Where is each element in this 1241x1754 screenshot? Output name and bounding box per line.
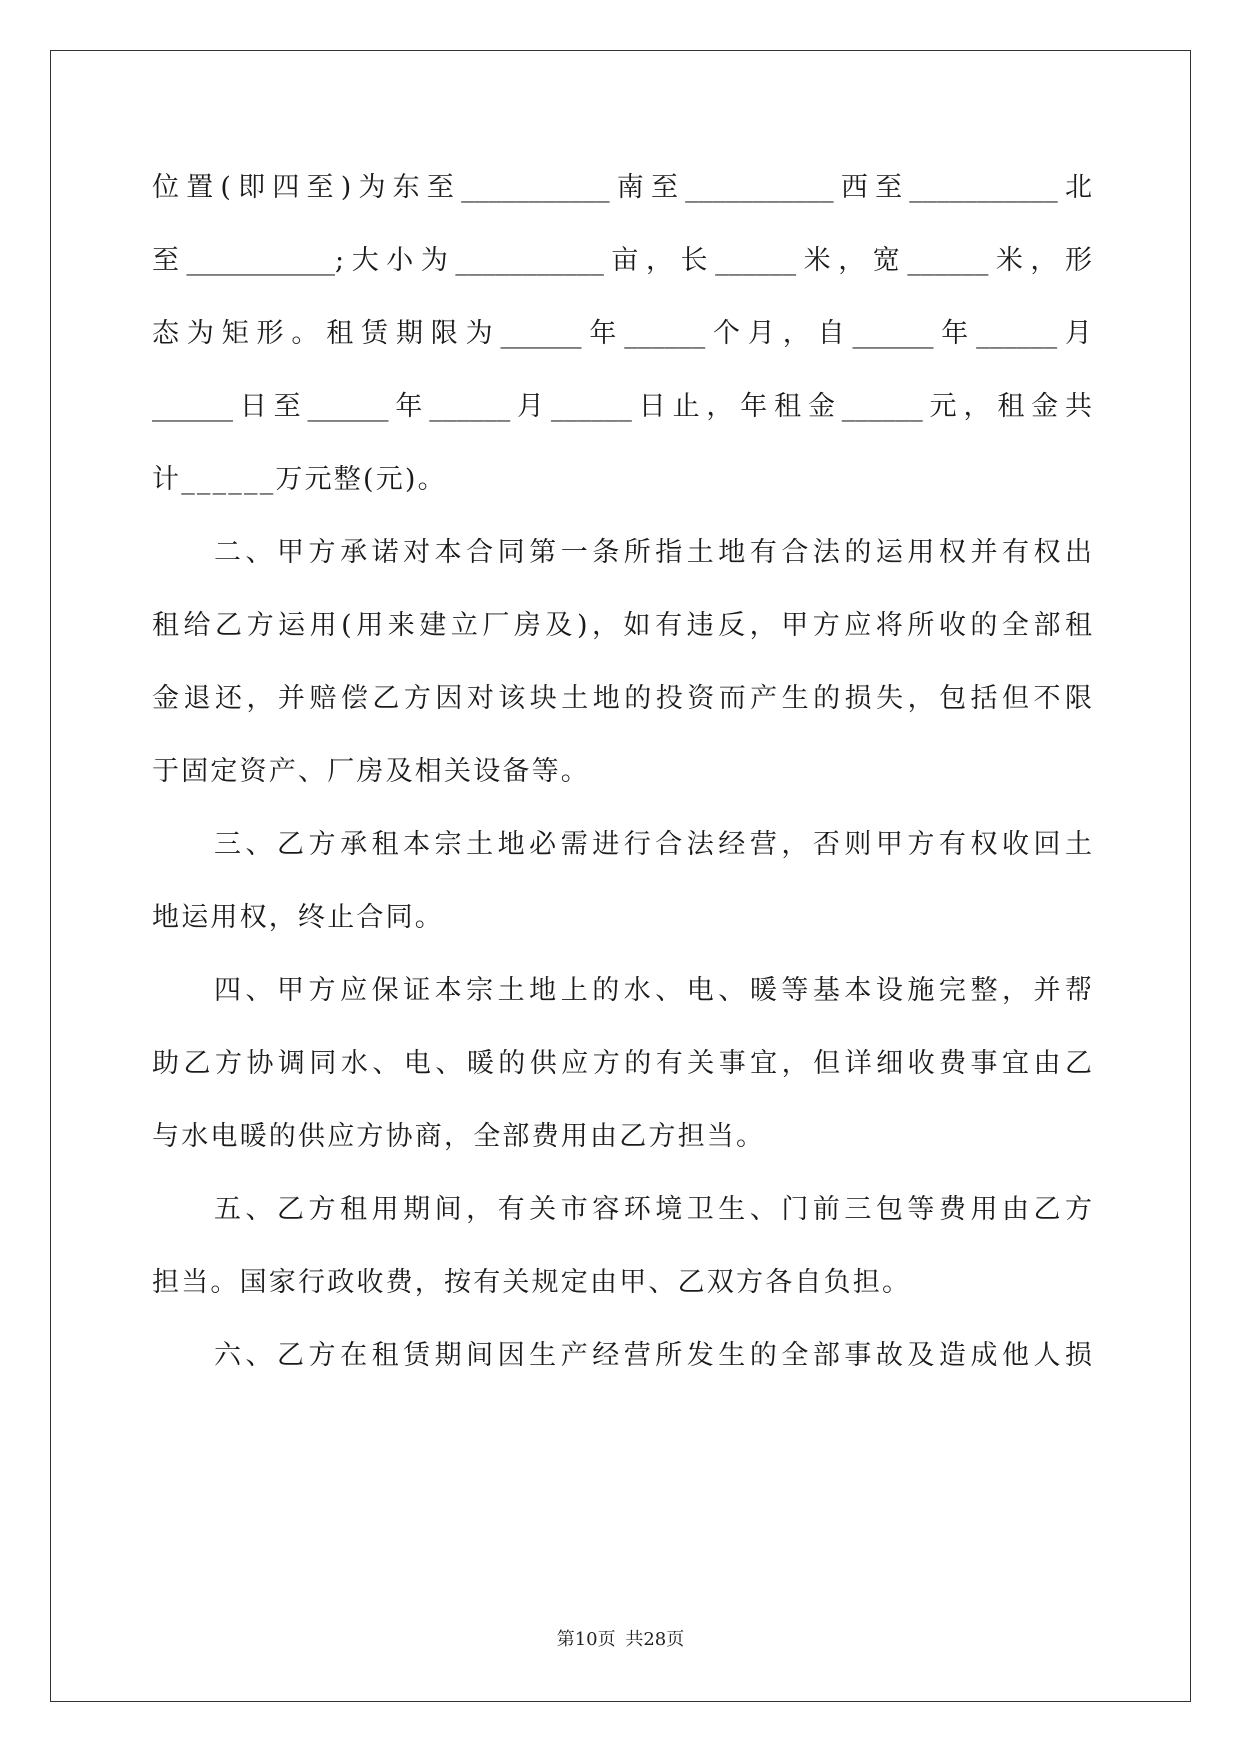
text-line: 计______万元整(元)。	[152, 464, 447, 495]
text-line: ______日至______年______月______日止，年租金______元，租金共	[152, 391, 1092, 422]
text-line: 租给乙方运用(用来建立厂房及)，如有违反，甲方应将所收的全部租	[152, 610, 1092, 641]
text-line: 态为矩形。租赁期限为______年______个月，自______年______月	[152, 318, 1092, 349]
paragraph-start-line: 四、甲方应保证本宗土地上的水、电、暖等基本设施完整，并帮	[214, 975, 1092, 1006]
paragraph-start-line: 六、乙方在租赁期间因生产经营所发生的全部事故及造成他人损	[214, 1340, 1092, 1371]
text-line: 至___________;大小为___________亩，长______米，宽______米，形	[152, 245, 1092, 276]
paragraph-start-line: 三、乙方承租本宗土地必需进行合法经营，否则甲方有权收回土	[214, 829, 1092, 860]
paragraph-start-line: 五、乙方租用期间，有关市容环境卫生、门前三包等费用由乙方	[214, 1194, 1092, 1225]
text-line: 于固定资产、厂房及相关设备等。	[152, 756, 590, 787]
page-number: 第10页 共28页	[556, 1629, 685, 1650]
text-line: 地运用权，终止合同。	[152, 902, 444, 933]
text-line: 金退还，并赔偿乙方因对该块土地的投资而产生的损失，包括但不限	[152, 683, 1092, 714]
page-border	[50, 50, 1191, 1702]
text-line: 担当。国家行政收费，按有关规定由甲、乙双方各自负担。	[152, 1267, 912, 1298]
paragraph-start-line: 二、甲方承诺对本合同第一条所指土地有合法的运用权并有权出	[214, 537, 1092, 568]
text-line: 位置(即四至)为东至___________南至___________西至___________北	[152, 172, 1092, 203]
text-line: 与水电暖的供应方协商，全部费用由乙方担当。	[152, 1121, 766, 1152]
text-line: 助乙方协调同水、电、暖的供应方的有关事宜，但详细收费事宜由乙	[152, 1048, 1092, 1079]
